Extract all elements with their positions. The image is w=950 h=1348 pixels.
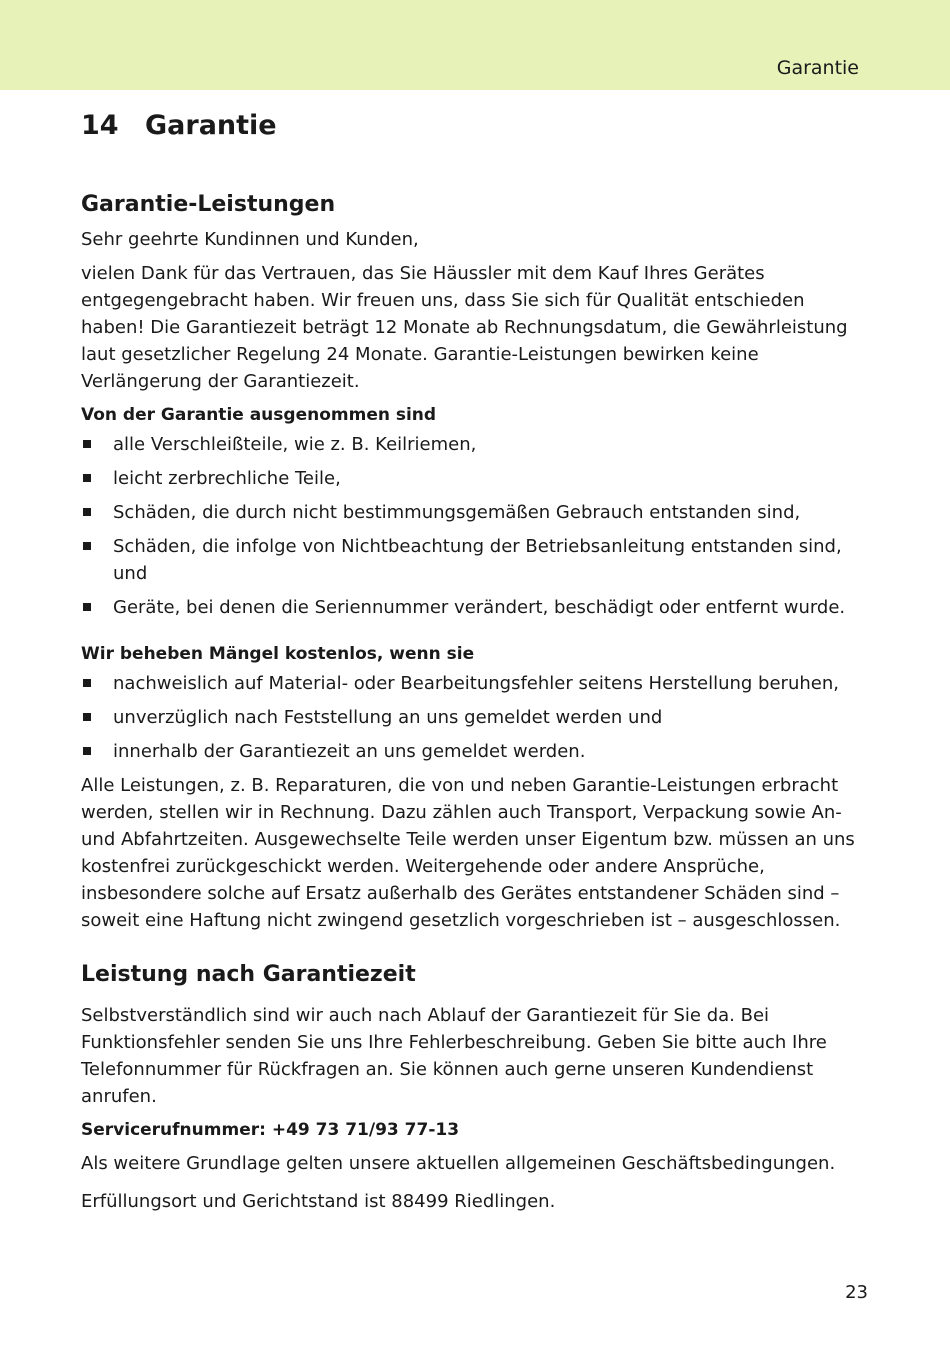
list-item: alle Verschleißteile, wie z. B. Keilriemen, xyxy=(81,431,871,458)
square-bullet-icon xyxy=(83,713,91,721)
services-paragraph: Alle Leistungen, z. B. Reparaturen, die von und neben Garantie-Leistungen erbracht werden, stellen wir in Rechnung. Dazu zählen auch Transport, Verpackung sowie An- und Abfahrtzeiten. Ausgewechselte Teile werden unser Eigentum bzw. müssen an uns kostenfrei zurückgeschickt werden. Weitergehende oder andere Ansprüche, insbesondere solche auf Ersatz außerhalb des Gerätes entstandener Schäden sind – soweit eine Haftung nicht zwingend gesetzlich vorgeschrieben ist – ausgeschlossen. xyxy=(81,775,855,931)
square-bullet-icon xyxy=(83,508,91,516)
chapter-number: 14 xyxy=(81,110,119,141)
page-content xyxy=(81,108,871,1215)
list-item: nachweislich auf Material- oder Bearbeitungsfehler seitens Herstellung beruhen, xyxy=(81,670,871,697)
section-heading-garantie-leistungen: Garantie-Leistungen xyxy=(81,192,336,217)
section-label: Garantie xyxy=(776,57,859,79)
excluded-heading: Von der Garantie ausgenommen sind xyxy=(81,405,437,425)
list-item: Schäden, die infolge von Nichtbeachtung der Betriebsanleitung entstanden sind, und xyxy=(81,533,871,587)
jurisdiction-paragraph: Erfüllungsort und Gerichtstand ist 88499 Riedlingen. xyxy=(81,1191,556,1212)
list-item: unverzüglich nach Feststellung an uns gemeldet werden und xyxy=(81,704,871,731)
square-bullet-icon xyxy=(83,679,91,687)
header-band xyxy=(0,0,950,90)
square-bullet-icon xyxy=(83,542,91,550)
terms-paragraph: Als weitere Grundlage gelten unsere aktuellen allgemeinen Geschäftsbedingungen. xyxy=(81,1153,836,1174)
square-bullet-icon xyxy=(83,440,91,448)
list-item: Geräte, bei denen die Seriennummer verändert, beschädigt oder entfernt wurde. xyxy=(81,594,871,621)
section-heading-leistung-nach-garantiezeit: Leistung nach Garantiezeit xyxy=(81,962,416,987)
square-bullet-icon xyxy=(83,603,91,611)
free-repair-list xyxy=(81,670,871,765)
list-item: leicht zerbrechliche Teile, xyxy=(81,465,871,492)
chapter-title xyxy=(81,108,871,144)
page-number: 23 xyxy=(845,1282,868,1303)
excluded-list xyxy=(81,431,871,621)
service-phone-number: Servicerufnummer: +49 73 71/93 77-13 xyxy=(81,1120,460,1140)
intro-paragraph: vielen Dank für das Vertrauen, das Sie Häussler mit dem Kauf Ihres Gerätes entgegengebracht haben. Wir freuen uns, dass Sie sich für Qualität entschieden haben! Die Garantiezeit beträgt 12 Monate ab Rechnungsdatum, die Gewährleistung laut gesetzlicher Regelung 24 Monate. Garantie-Leistungen bewirken keine Verlängerung der Garantiezeit. xyxy=(81,263,848,392)
free-repair-heading: Wir beheben Mängel kostenlos, wenn sie xyxy=(81,644,475,664)
greeting: Sehr geehrte Kundinnen und Kunden, xyxy=(81,229,419,250)
chapter-title-text: Garantie xyxy=(145,110,277,141)
list-item: Schäden, die durch nicht bestimmungsgemäßen Gebrauch entstanden sind, xyxy=(81,499,871,526)
square-bullet-icon xyxy=(83,747,91,755)
list-item: innerhalb der Garantiezeit an uns gemeldet werden. xyxy=(81,738,871,765)
after-warranty-paragraph: Selbstverständlich sind wir auch nach Ablauf der Garantiezeit für Sie da. Bei Funktionsfehler senden Sie uns Ihre Fehlerbeschreibung. Geben Sie bitte auch Ihre Telefonnummer für Rückfragen an. Sie können auch gerne unseren Kundendienst anrufen. xyxy=(81,1005,827,1107)
square-bullet-icon xyxy=(83,474,91,482)
